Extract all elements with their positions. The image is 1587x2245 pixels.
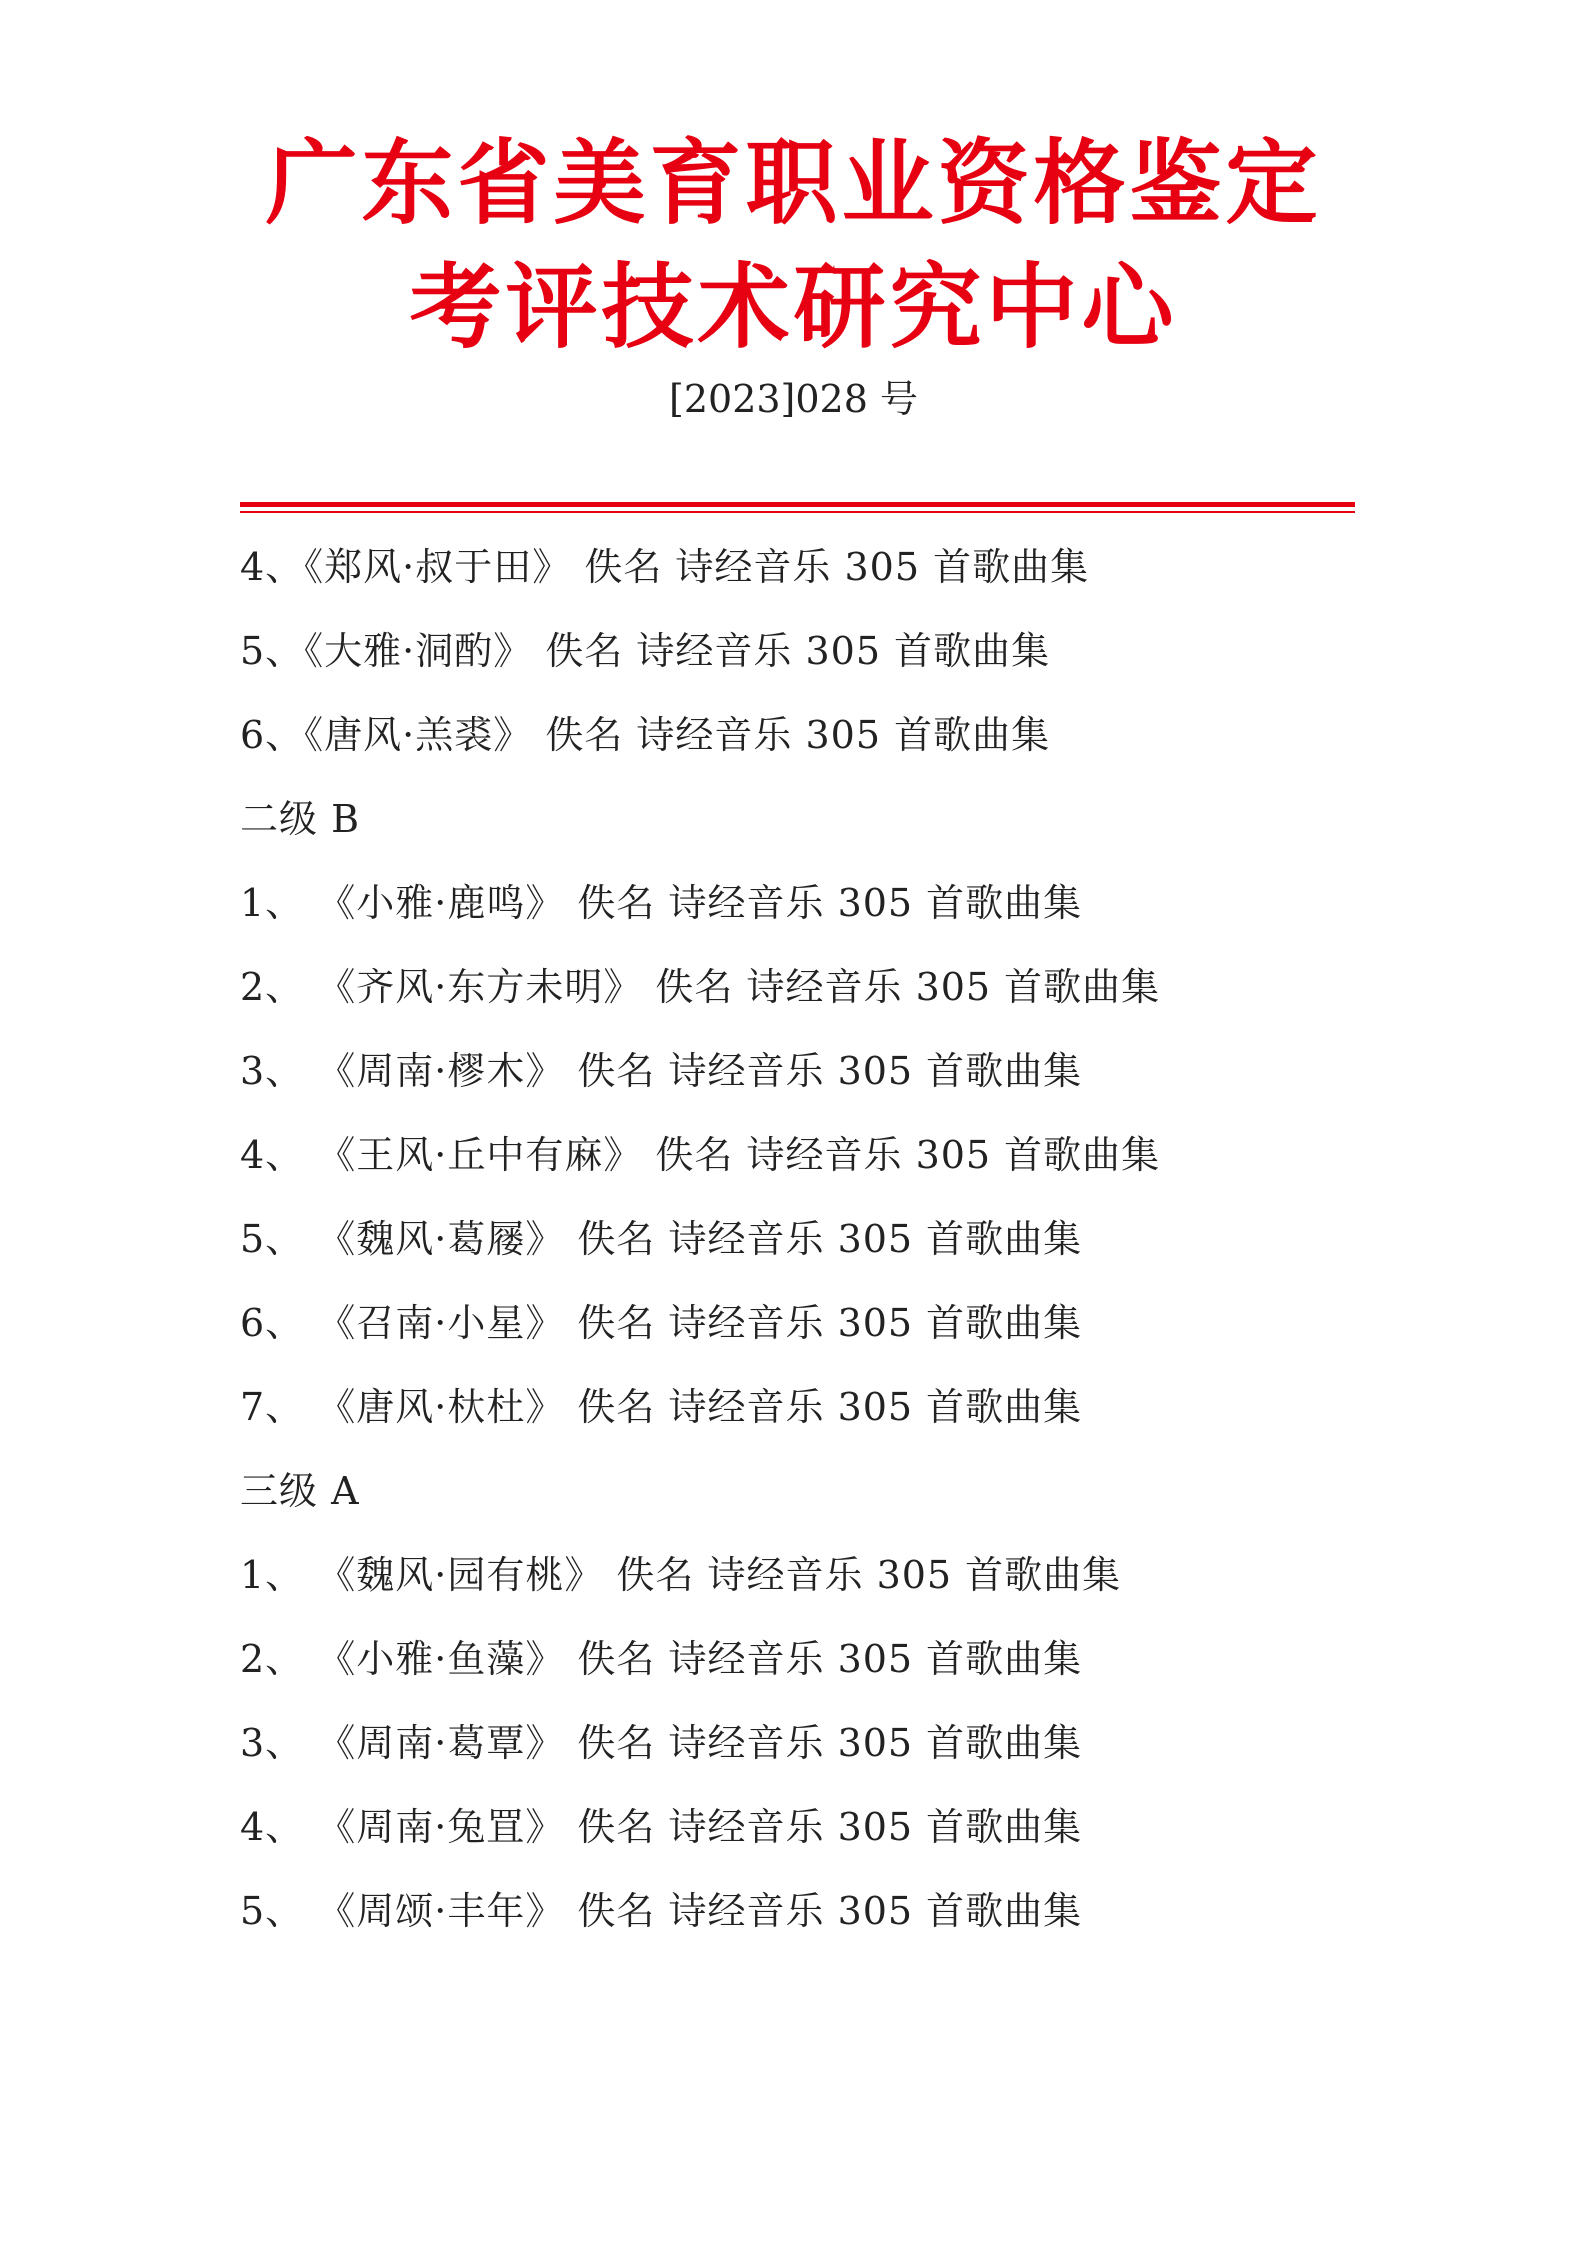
document-title-line-2: 考评技术研究中心 bbox=[409, 254, 1178, 361]
list-item: 2、 《齐风·东方未明》 佚名 诗经音乐 305 首歌曲集 bbox=[240, 965, 1161, 1009]
list-item: 1、 《魏风·园有桃》 佚名 诗经音乐 305 首歌曲集 bbox=[240, 1553, 1122, 1597]
list-item: 6、《唐风·羔裘》 佚名 诗经音乐 305 首歌曲集 bbox=[240, 713, 1051, 757]
header-divider-thin bbox=[240, 511, 1355, 513]
list-item: 3、 《周南·樛木》 佚名 诗经音乐 305 首歌曲集 bbox=[240, 1049, 1083, 1093]
list-item: 5、 《周颂·丰年》 佚名 诗经音乐 305 首歌曲集 bbox=[240, 1889, 1083, 1933]
list-item: 5、《大雅·洞酌》 佚名 诗经音乐 305 首歌曲集 bbox=[240, 629, 1051, 673]
document-number: [2023]028 号 bbox=[669, 377, 918, 421]
list-item: 6、 《召南·小星》 佚名 诗经音乐 305 首歌曲集 bbox=[240, 1301, 1083, 1345]
list-item: 2、 《小雅·鱼藻》 佚名 诗经音乐 305 首歌曲集 bbox=[240, 1637, 1083, 1681]
list-item: 1、 《小雅·鹿鸣》 佚名 诗经音乐 305 首歌曲集 bbox=[240, 881, 1083, 925]
list-item: 4、《郑风·叔于田》 佚名 诗经音乐 305 首歌曲集 bbox=[240, 545, 1090, 589]
list-item: 5、 《魏风·葛屦》 佚名 诗经音乐 305 首歌曲集 bbox=[240, 1217, 1083, 1261]
list-item: 7、 《唐风·杕杜》 佚名 诗经音乐 305 首歌曲集 bbox=[240, 1385, 1083, 1429]
list-item: 4、 《王风·丘中有麻》 佚名 诗经音乐 305 首歌曲集 bbox=[240, 1133, 1161, 1177]
section-heading: 三级 A bbox=[240, 1469, 360, 1513]
section-heading: 二级 B bbox=[240, 797, 361, 841]
list-item: 3、 《周南·葛覃》 佚名 诗经音乐 305 首歌曲集 bbox=[240, 1721, 1083, 1765]
song-list bbox=[240, 525, 1355, 1953]
document-title-line-1: 广东省美育职业资格鉴定 bbox=[265, 130, 1322, 237]
list-item: 4、 《周南·兔罝》 佚名 诗经音乐 305 首歌曲集 bbox=[240, 1805, 1083, 1849]
header-divider-thick bbox=[240, 502, 1355, 507]
